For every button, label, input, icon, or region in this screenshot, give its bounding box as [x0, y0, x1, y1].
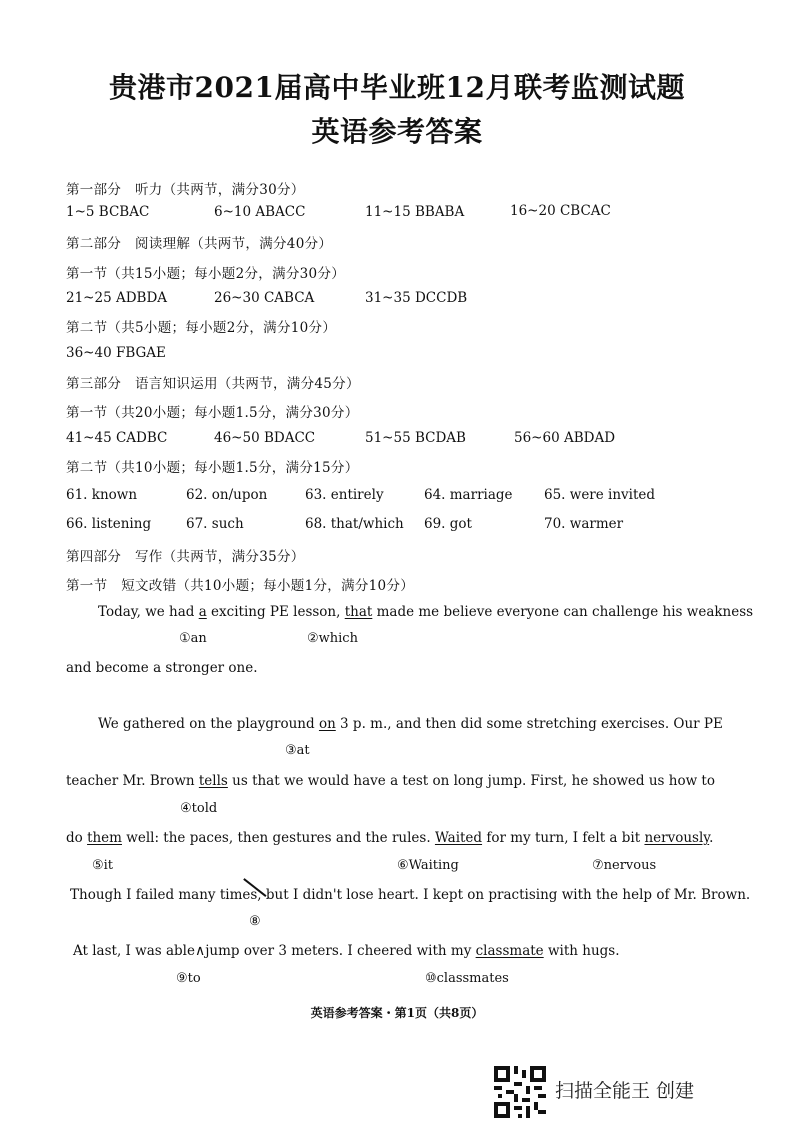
fill-61: 61. known	[66, 487, 138, 503]
part4-section1: 第一节 短文改错（共10小题；每小题1分，满分10分）	[66, 578, 415, 594]
answer-11-15: 11~15 BBABA	[365, 204, 465, 220]
essay-line-4: teacher Mr. Brown tells us that we would have a test on long jump. First, he showed us how to	[66, 773, 715, 789]
correction-8: ⑧	[249, 914, 261, 929]
page-footer: 英语参考答案・第1页（共8页）	[310, 1006, 484, 1020]
essay-line-7: At last, I was able∧jump over 3 meters. I cheered with my classmate with hugs.	[73, 943, 620, 959]
correction-2: ②which	[307, 631, 358, 646]
fill-69: 69. got	[424, 516, 472, 532]
part2-section2: 第二节（共5小题；每小题2分，满分10分）	[66, 320, 337, 336]
answer-26-30: 26~30 CABCA	[214, 290, 315, 306]
answer-56-60: 56~60 ABDAD	[514, 430, 616, 446]
correction-6: ⑥Waiting	[397, 858, 459, 873]
page-title: 贵港市2021届高中毕业班12月联考监测试题	[109, 71, 685, 104]
correction-7: ⑦nervous	[592, 858, 657, 873]
correction-1: ①an	[179, 631, 207, 646]
fill-68: 68. that/which	[305, 516, 404, 532]
part1-heading: 第一部分 听力（共两节，满分30分）	[66, 182, 305, 198]
fill-70: 70. warmer	[544, 516, 624, 532]
correction-10: ⑩classmates	[425, 971, 509, 986]
page-subtitle: 英语参考答案	[311, 115, 483, 148]
correction-3: ③at	[285, 743, 310, 758]
qr-code-icon	[494, 1066, 546, 1118]
fill-63: 63. entirely	[305, 487, 384, 503]
fill-62: 62. on/upon	[186, 487, 268, 503]
answer-41-45: 41~45 CADBC	[66, 430, 168, 446]
answer-31-35: 31~35 DCCDB	[365, 290, 468, 306]
answer-46-50: 46~50 BDACC	[214, 430, 316, 446]
essay-line-2: and become a stronger one.	[66, 660, 258, 676]
correction-5: ⑤it	[92, 858, 114, 873]
fill-66: 66. listening	[66, 516, 152, 532]
part2-section1: 第一节（共15小题；每小题2分，满分30分）	[66, 266, 346, 282]
correction-9: ⑨to	[176, 971, 201, 986]
correction-4: ④told	[180, 801, 218, 816]
essay-line-6: Though I failed many times, but I didn't lose heart. I kept on practising with the help of Mr. Brown.	[70, 887, 751, 903]
part4-heading: 第四部分 写作（共两节，满分35分）	[66, 549, 305, 565]
fill-67: 67. such	[186, 516, 244, 532]
struck-word: but	[265, 887, 289, 903]
scanner-watermark: 扫描全能王 创建	[555, 1080, 695, 1102]
fill-64: 64. marriage	[424, 487, 513, 503]
part3-section1: 第一节（共20小题；每小题1.5分，满分30分）	[66, 405, 359, 421]
essay-line-5: do them well: the paces, then gestures and the rules. Waited for my turn, I felt a bit nervously.	[66, 830, 714, 846]
answer-1-5: 1~5 BCBAC	[66, 204, 150, 220]
part3-section2: 第二节（共10小题；每小题1.5分，满分15分）	[66, 460, 359, 476]
answer-16-20: 16~20 CBCAC	[510, 203, 611, 219]
answer-6-10: 6~10 ABACC	[214, 204, 306, 220]
insert-caret: ∧	[194, 943, 206, 959]
answer-51-55: 51~55 BCDAB	[365, 430, 466, 446]
answer-36-40: 36~40 FBGAE	[66, 345, 166, 361]
part2-heading: 第二部分 阅读理解（共两节，满分40分）	[66, 236, 333, 252]
essay-line-3: We gathered on the playground on 3 p. m., and then did some stretching exercises. Our PE	[98, 716, 723, 732]
essay-line-1: Today, we had a exciting PE lesson, that made me believe everyone can challenge his weakness	[98, 604, 754, 620]
answer-21-25: 21~25 ADBDA	[66, 290, 168, 306]
part3-heading: 第三部分 语言知识运用（共两节，满分45分）	[66, 376, 360, 392]
fill-65: 65. were invited	[544, 487, 656, 503]
